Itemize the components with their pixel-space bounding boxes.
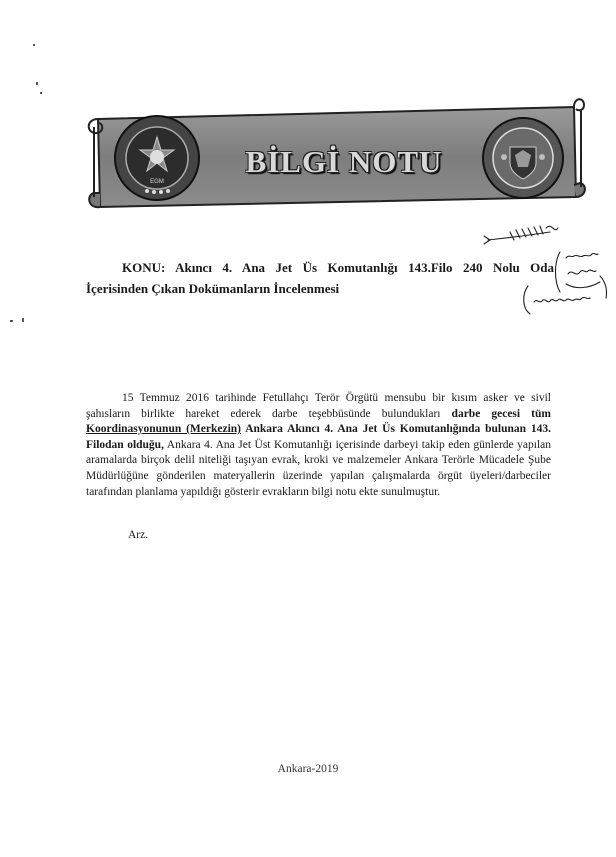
scan-speck <box>33 44 35 46</box>
body-paragraph <box>86 391 551 500</box>
svg-text:EGM: EGM <box>150 179 164 185</box>
body-text-segment: Ankara 4. Ana Jet Üst Komutanlığı içerisinde darbeyi takip eden günlerde yapılan aramalarda birçok delil niteliği taşıyan evrak, kroki ve malzemeler Ankara Terörle Mücadele Şube Müdürlüğüne gönderilen materyallerin üzerinde yapılan çalışmalarda örgüt üyeleri/darbeciler tarafından planlama yapıldığı gösterir evrakların bilgi notu ekte sunulmuştur. <box>86 438 551 498</box>
header-banner <box>84 97 590 217</box>
police-emblem-seal-icon <box>114 115 200 201</box>
scan-speck <box>22 318 24 322</box>
subject-heading <box>86 257 554 299</box>
scan-speck <box>40 92 42 94</box>
body-bold-segment: darbe gecesi tüm <box>451 407 551 420</box>
military-emblem-seal-icon <box>482 117 564 199</box>
subject-line-1: KONU: Akıncı 4. Ana Jet Üs Komutanlığı 143.Filo 240 Nolu Oda <box>122 260 554 275</box>
scan-speck <box>36 82 38 85</box>
body-underlined-segment: Koordinasyonunun (Merkezin) <box>86 423 241 436</box>
body-text-segment: 15 Temmuz 2016 tarihinde Fetullahçı Terör Örgütü mensubu bir kısım asker ve sivil şahısların birlikte hareket ederek darbe teşebbüsünde bulundukları <box>86 392 551 420</box>
footer-place-date: Ankara-2019 <box>277 763 339 775</box>
body-bold-segment: Ankara Akıncı 4. Ana Jet Üs Komutanlığında bulunan 143. Filodan olduğu, <box>86 423 551 451</box>
page-title: BİLGİ NOTU <box>245 144 443 179</box>
subject-line-2: İçerisinden Çıkan Dokümanların İncelenmesi <box>86 281 340 296</box>
scan-speck <box>10 320 13 322</box>
closing-text: Arz. <box>128 529 149 541</box>
